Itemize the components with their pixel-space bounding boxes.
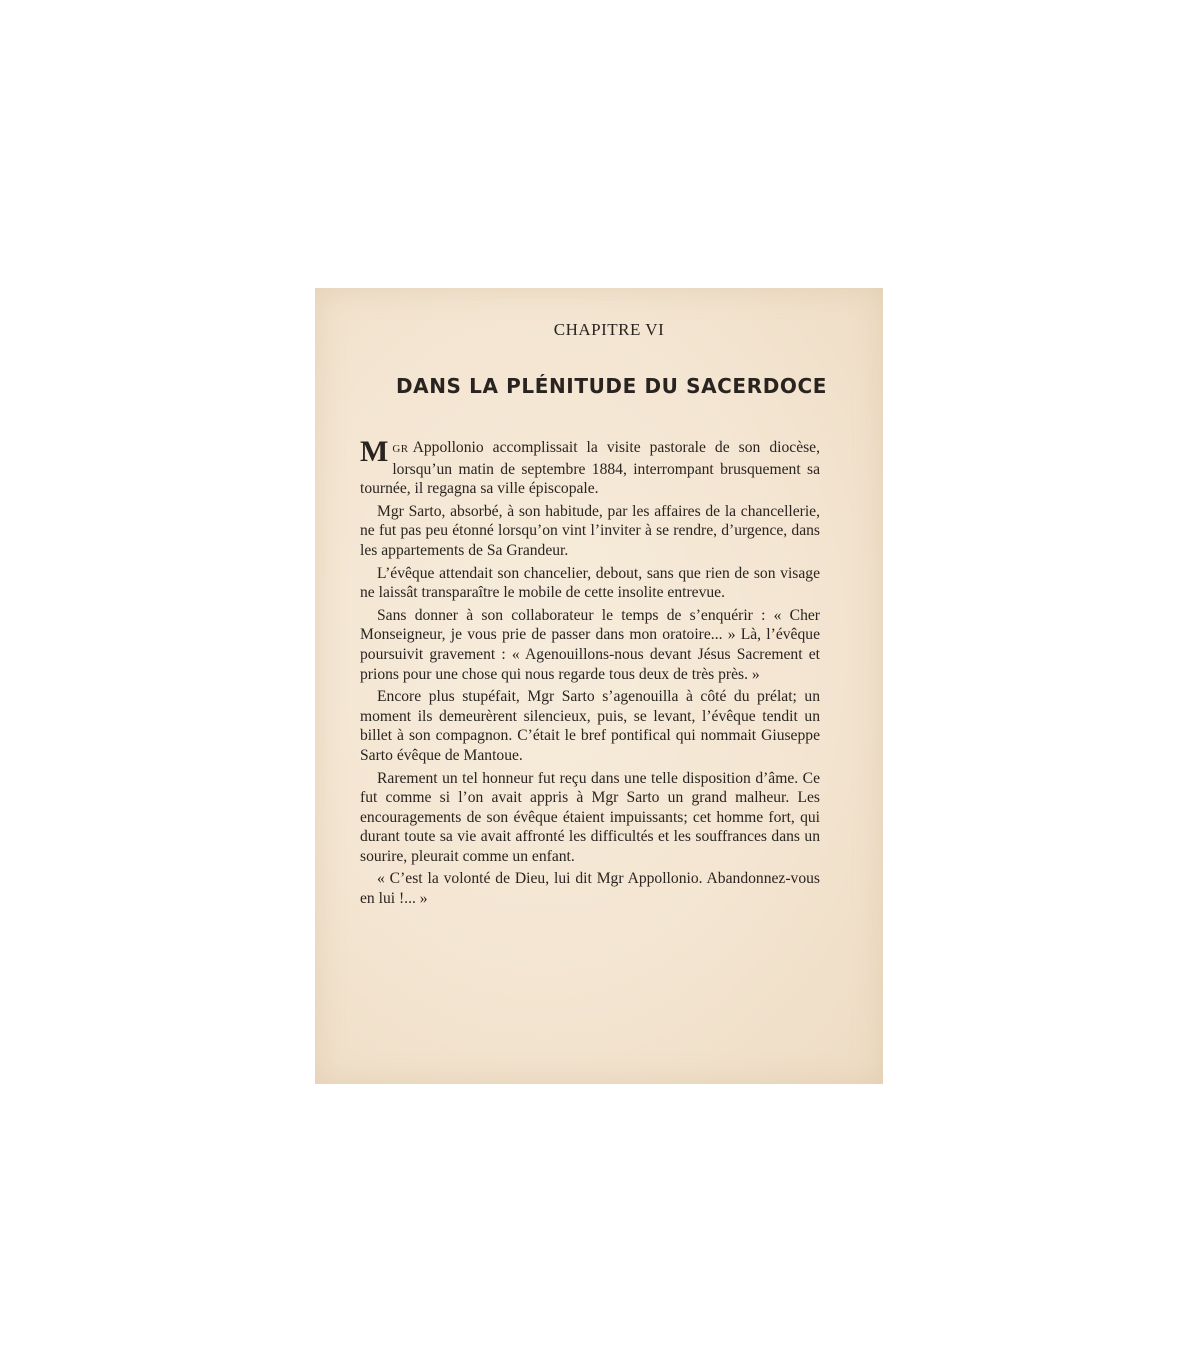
- paragraph-text: Appollonio accomplissait la visite pastorale de son diocèse, lorsqu’un matin de septembre 1884, interrompant brusquement sa tournée, il regagna sa ville épiscopale.: [360, 439, 820, 498]
- paragraph-7: « C’est la volonté de Dieu, lui dit Mgr Appollonio. Abandonnez-vous en lui !... »: [360, 870, 820, 908]
- paragraph-5: Encore plus stupéfait, Mgr Sarto s’agenouilla à côté du prélat; un moment ils demeurèrent silencieux, puis, se levant, l’évêque tendit un billet à son compagnon. C’était le bref pontifical qui nommait Giuseppe Sarto évêque de Mantoue.: [360, 688, 820, 764]
- drop-cap: M: [360, 435, 389, 468]
- paragraph-6: Rarement un tel honneur fut reçu dans une telle disposition d’âme. Ce fut comme si l’on avait appris à Mgr Sarto un grand malheur. Les encouragements de son évêque étaient impuissants; cet homme fort, qui durant toute sa vie avait affronté les difficultés et les souffrances dans un sourire, pleurait comme un enfant.: [360, 769, 820, 865]
- paragraph-1: [360, 435, 820, 499]
- paragraph-2: Mgr Sarto, absorbé, à son habitude, par les affaires de la chancellerie, ne fut pas peu étonné lorsqu’on vint l’inviter à se rendre, d’urgence, dans les appartements de Sa Grandeur.: [360, 502, 820, 559]
- chapter-body: [360, 435, 820, 912]
- chapter-label: CHAPITRE VI: [553, 320, 665, 339]
- paragraph-4: Sans donner à son collaborateur le temps de s’enquérir : « Cher Monseigneur, je vous prie de passer dans mon oratoire... » Là, l’évêque poursuivit gravement : « Agenouillons-nous devant Jésus Sacrement et prions pour une chose qui nous regarde tous deux de très près. »: [360, 606, 820, 683]
- book-page: [315, 288, 883, 1084]
- drop-cap-suffix: GR: [392, 443, 409, 455]
- paragraph-3: L’évêque attendait son chancelier, debout, sans que rien de son visage ne laissât transparaître le mobile de cette insolite entrevue.: [360, 564, 820, 602]
- chapter-title: DANS LA PLÉNITUDE DU SACERDOCE: [395, 374, 828, 398]
